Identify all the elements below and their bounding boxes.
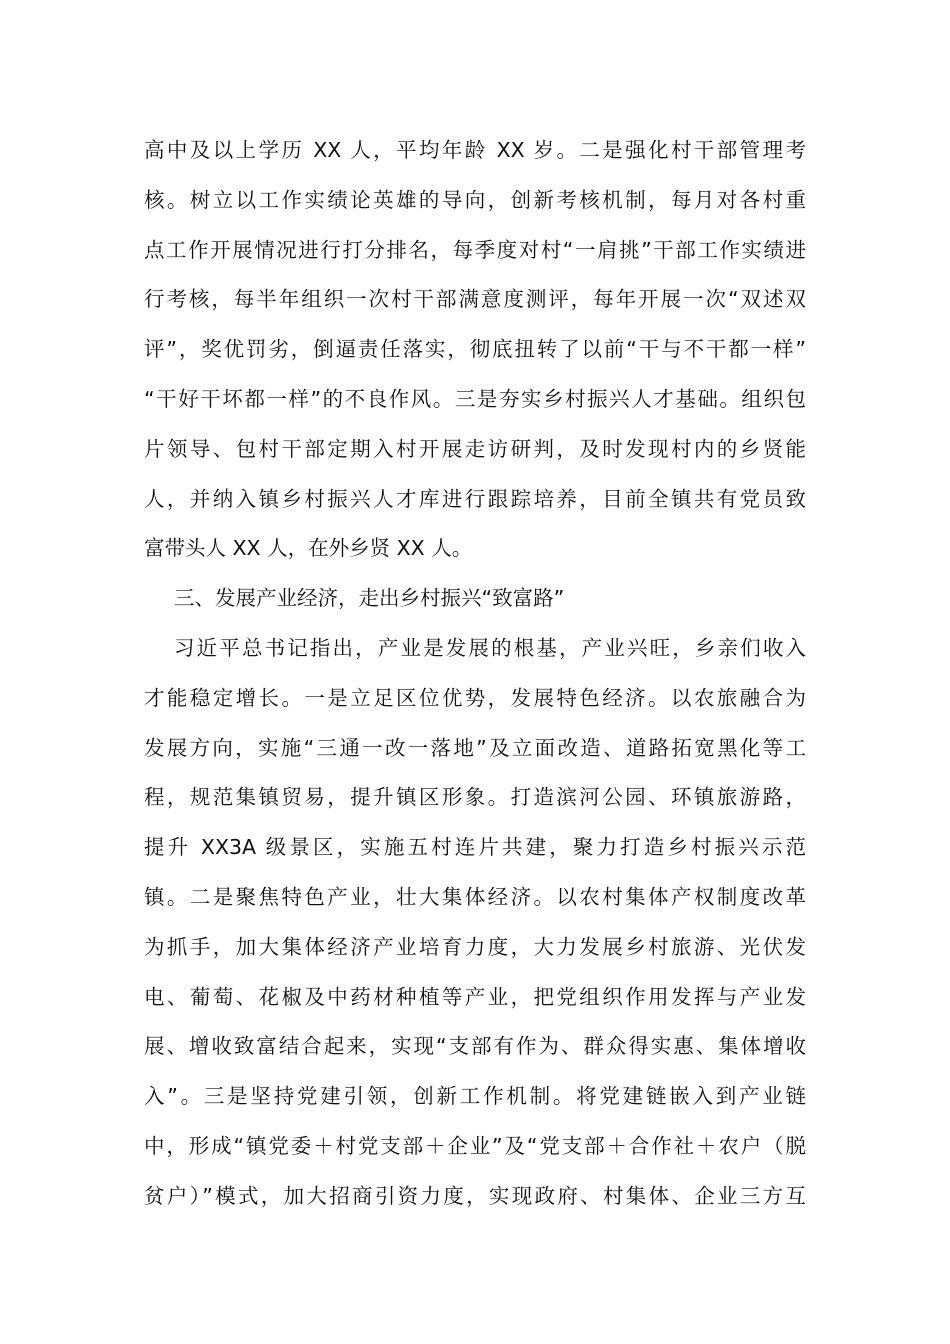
document-body	[144, 126, 806, 1222]
paragraph-continued	[144, 126, 806, 574]
text-line: 程，规范集镇贸易，提升镇区形象。打造滨河公园、环镇旅游路，	[144, 785, 806, 810]
text-line: 为抓手，加大集体经济产业培育力度，大力发展乡村旅游、光伏发	[144, 934, 806, 959]
text-line: 镇。二是聚焦特色产业，壮大集体经济。以农村集体产权制度改革	[144, 884, 806, 909]
text-line: 人，并纳入镇乡村振兴人才库进行跟踪培养，目前全镇共有党员致	[144, 486, 806, 511]
text-line: 点工作开展情况进行打分排名，每季度对村“一肩挑”干部工作实绩进	[144, 237, 806, 262]
section-heading-text: 三、发展产业经济，走出乡村振兴“致富路”	[174, 586, 565, 611]
text-line: 核。树立以工作实绩论英雄的导向，创新考核机制，每月对各村重	[144, 187, 806, 212]
text-line: 习近平总书记指出，产业是发展的根基，产业兴旺，乡亲们收入	[174, 635, 806, 660]
text-line: 富带头人 XX 人，在外乡贤 XX 人。	[144, 536, 473, 561]
text-line: 才能稳定增长。一是立足区位优势，发展特色经济。以农旅融合为	[144, 685, 806, 710]
text-line: 高中及以上学历 XX 人，平均年龄 XX 岁。二是强化村干部管理考	[144, 138, 806, 162]
text-line: 提升 XX3A 级景区，实施五村连片共建，聚力打造乡村振兴示范	[144, 835, 806, 860]
text-line: 中，形成“镇党委＋村党支部＋企业”及“党支部＋合作社＋农户（脱	[144, 1133, 806, 1158]
text-line: 展、增收致富结合起来，实现“支部有作为、群众得实惠、集体增收	[144, 1034, 806, 1059]
text-line: 电、葡萄、花椒及中药材种植等产业，把党组织作用发挥与产业发	[144, 984, 806, 1009]
paragraph-new	[144, 624, 806, 1222]
text-line: “干好干坏都一样”的不良作风。三是夯实乡村振兴人才基础。组织包	[144, 386, 806, 411]
text-line: 评”，奖优罚劣，倒逼责任落实，彻底扭转了以前“干与不干都一样”	[144, 337, 806, 362]
text-line: 入”。三是坚持党建引领，创新工作机制。将党建链嵌入到产业链	[144, 1084, 806, 1109]
text-line: 片领导、包村干部定期入村开展走访研判，及时发现村内的乡贤能	[144, 436, 806, 461]
text-line: 行考核，每半年组织一次村干部满意度测评，每年开展一次“双述双	[144, 287, 806, 312]
section-heading	[144, 574, 806, 624]
text-line: 贫户）”模式，加大招商引资力度，实现政府、村集体、企业三方互	[144, 1183, 806, 1208]
text-line: 发展方向，实施“三通一改一落地”及立面改造、道路拓宽黑化等工	[144, 735, 806, 760]
